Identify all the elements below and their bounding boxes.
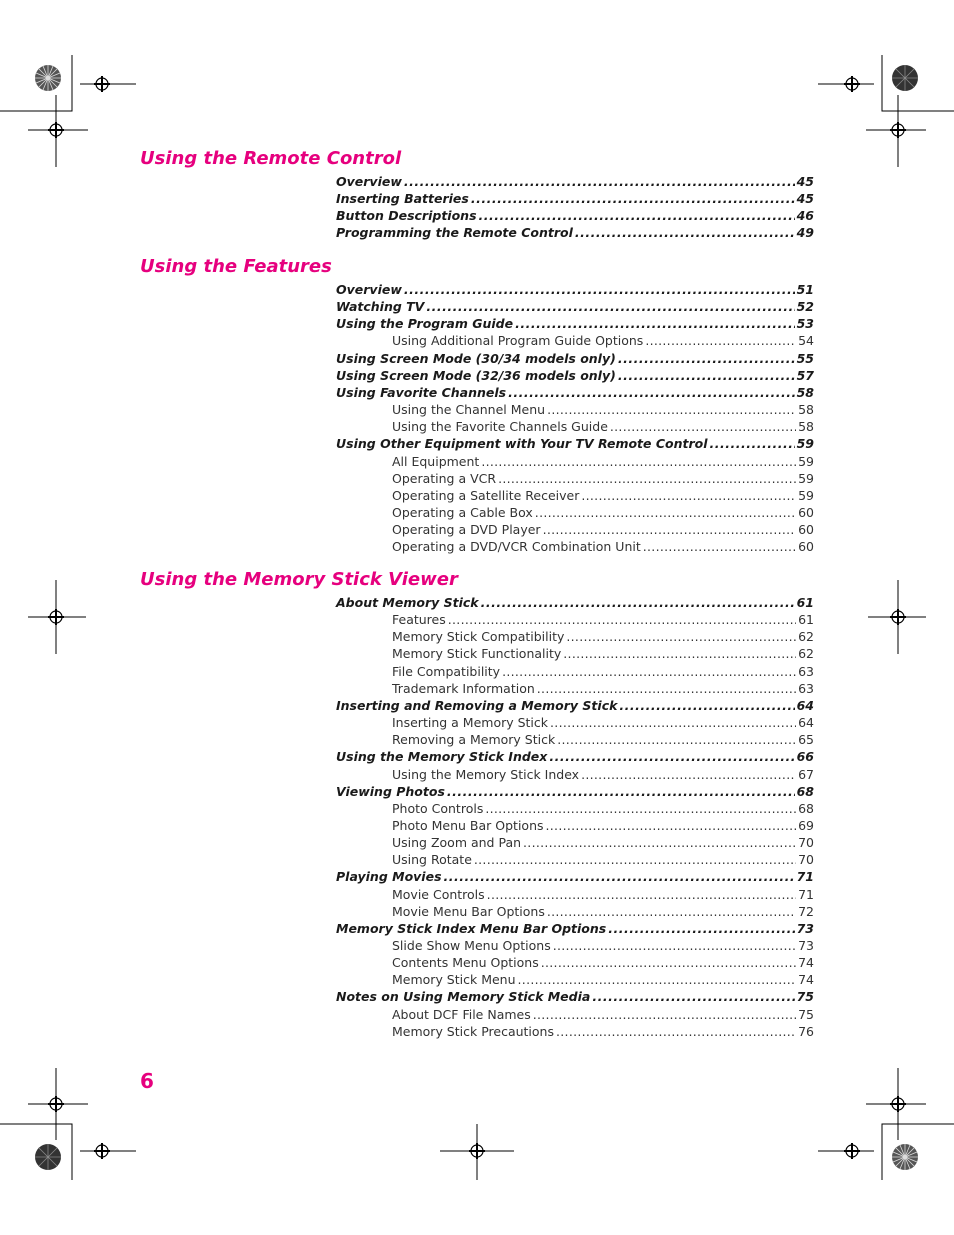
toc-entry-title: Using the Program Guide bbox=[336, 316, 514, 332]
dot-leader bbox=[581, 488, 796, 503]
toc-entry-title: Playing Movies bbox=[336, 869, 442, 885]
toc-entry-title: Movie Controls bbox=[392, 886, 485, 902]
toc-entry-page: 46 bbox=[796, 208, 814, 224]
toc-entry-page: 45 bbox=[796, 174, 814, 189]
toc-entry-title: Operating a DVD/VCR Combination Unit bbox=[392, 539, 641, 555]
toc-subentry bbox=[392, 936, 814, 953]
toc-entry-title: About DCF File Names bbox=[392, 1006, 531, 1022]
toc-entry-title: Memory Stick Compatibility bbox=[392, 629, 565, 645]
toc-subentry bbox=[392, 452, 814, 469]
toc-entry-title: Using Zoom and Pan bbox=[392, 835, 522, 851]
toc-entry bbox=[336, 782, 814, 799]
toc-entry-page: 45 bbox=[796, 191, 814, 207]
dot-leader bbox=[541, 955, 796, 970]
dot-leader bbox=[535, 505, 796, 520]
toc-entry-page: 71 bbox=[796, 869, 814, 885]
toc-entry-title: Using the Memory Stick Index bbox=[336, 749, 548, 765]
dot-leader bbox=[566, 629, 796, 644]
toc-entry-title: Removing a Memory Stick bbox=[392, 732, 556, 748]
toc-entry-page: 57 bbox=[796, 367, 814, 383]
toc-entry-title: Using Screen Mode (30/34 models only) bbox=[336, 350, 616, 366]
toc-entry-title: Memory Stick Menu bbox=[392, 972, 516, 988]
toc-subentry bbox=[392, 765, 814, 782]
toc-entry-page: 73 bbox=[798, 938, 814, 953]
toc-subentry bbox=[392, 816, 814, 833]
toc-subentry bbox=[392, 902, 814, 919]
toc-entry-title: Memory Stick Index Menu Bar Options bbox=[336, 920, 607, 936]
toc-entry bbox=[336, 314, 814, 331]
toc-entry-title: Using Additional Program Guide Options bbox=[392, 333, 644, 349]
toc-subentry bbox=[392, 1005, 814, 1022]
toc-entry-page: 70 bbox=[798, 835, 814, 851]
dot-leader bbox=[610, 419, 796, 434]
toc-entry-page: 59 bbox=[798, 453, 814, 469]
toc-entry bbox=[336, 696, 814, 713]
dot-leader bbox=[645, 333, 796, 348]
dot-leader bbox=[502, 664, 796, 679]
toc-entry-title: Button Descriptions bbox=[336, 208, 477, 224]
toc-entry-page: 75 bbox=[798, 1006, 814, 1022]
toc-entry-page: 53 bbox=[796, 316, 814, 332]
toc-entry-page: 68 bbox=[798, 800, 814, 816]
toc-subentry bbox=[392, 400, 814, 417]
dot-leader bbox=[618, 351, 795, 366]
toc-entry-page: 74 bbox=[798, 955, 814, 971]
toc-entry-page: 59 bbox=[798, 470, 814, 486]
section-heading-memory-stick-viewer: Using the Memory Stick Viewer bbox=[140, 569, 458, 590]
dot-leader bbox=[710, 436, 795, 451]
toc-entry-page: 64 bbox=[796, 697, 814, 713]
toc-entry-title: Inserting Batteries bbox=[336, 191, 469, 207]
dot-leader bbox=[487, 887, 796, 902]
dot-leader bbox=[448, 612, 796, 627]
toc-entry-title: Photo Controls bbox=[392, 800, 484, 816]
toc-entry-title: Contents Menu Options bbox=[392, 955, 539, 971]
toc-entry-page: 60 bbox=[798, 539, 814, 555]
toc-entry-page: 73 bbox=[796, 920, 814, 936]
toc-entry-page: 66 bbox=[796, 749, 814, 765]
toc-entry-page: 64 bbox=[798, 715, 814, 731]
toc-subentry bbox=[392, 520, 814, 537]
toc-entry-title: Using Other Equipment with Your TV Remote Control bbox=[336, 436, 708, 452]
toc-entry-title: Using the Channel Menu bbox=[392, 402, 546, 418]
toc-entry-title: Memory Stick Functionality bbox=[392, 646, 562, 662]
page-number: 6 bbox=[140, 1069, 154, 1093]
dot-leader bbox=[404, 174, 795, 189]
dot-leader bbox=[543, 522, 797, 537]
toc-subentry bbox=[392, 469, 814, 486]
dot-leader bbox=[481, 595, 795, 610]
dot-leader bbox=[556, 1024, 796, 1039]
toc-subentry bbox=[392, 537, 814, 554]
toc-entry-title: Using the Favorite Channels Guide bbox=[392, 419, 608, 435]
dot-leader bbox=[444, 869, 795, 884]
toc-entry-page: 68 bbox=[796, 783, 814, 799]
toc-entry-title: Features bbox=[392, 612, 446, 628]
dot-leader bbox=[485, 801, 796, 816]
toc-entry-title: Inserting a Memory Stick bbox=[392, 715, 549, 731]
dot-leader bbox=[515, 316, 794, 331]
toc-entry bbox=[336, 919, 814, 936]
toc-entry-page: 58 bbox=[796, 384, 814, 400]
toc-entry-title: About Memory Stick bbox=[336, 595, 479, 610]
toc-entry bbox=[336, 434, 814, 451]
dot-leader bbox=[481, 454, 796, 469]
toc-entry bbox=[336, 280, 814, 297]
toc-entry-title: Operating a Cable Box bbox=[392, 504, 533, 520]
toc-entry-title: Using Rotate bbox=[392, 852, 472, 868]
toc-entry bbox=[336, 223, 814, 240]
toc-subentry bbox=[392, 799, 814, 816]
dot-leader bbox=[581, 767, 796, 782]
toc-entry-page: 51 bbox=[796, 282, 814, 297]
toc-entry-title: All Equipment bbox=[392, 453, 480, 469]
toc-subentry bbox=[392, 730, 814, 747]
toc-entry-page: 65 bbox=[798, 732, 814, 748]
toc-entry-page: 62 bbox=[798, 629, 814, 645]
toc-subentry bbox=[392, 1022, 814, 1039]
toc-entry-title: Slide Show Menu Options bbox=[392, 938, 551, 953]
dot-leader bbox=[523, 835, 796, 850]
toc-entry-page: 54 bbox=[798, 333, 814, 349]
toc-subentry bbox=[392, 486, 814, 503]
dot-leader bbox=[619, 698, 794, 713]
dot-leader bbox=[549, 749, 794, 764]
toc-entry bbox=[336, 747, 814, 764]
toc-entry bbox=[336, 206, 814, 223]
dot-leader bbox=[592, 989, 794, 1004]
toc-entry-title: Watching TV bbox=[336, 299, 425, 315]
toc-subentry bbox=[392, 850, 814, 867]
crop-mark-bottom-left bbox=[0, 1124, 72, 1180]
toc-subentry bbox=[392, 417, 814, 434]
toc-entry-page: 58 bbox=[798, 419, 814, 435]
toc-entry bbox=[336, 172, 814, 189]
toc-entry-page: 74 bbox=[798, 972, 814, 988]
toc-entry-page: 70 bbox=[798, 852, 814, 868]
toc-subentry bbox=[392, 885, 814, 902]
toc-subentry bbox=[392, 662, 814, 679]
toc-entry bbox=[336, 867, 814, 884]
dot-leader bbox=[557, 732, 796, 747]
dot-leader bbox=[426, 299, 794, 314]
dot-leader bbox=[547, 402, 796, 417]
toc-entry-page: 55 bbox=[796, 350, 814, 366]
dot-leader bbox=[550, 715, 796, 730]
dot-leader bbox=[547, 904, 796, 919]
toc-subentry bbox=[392, 953, 814, 970]
toc-subentry bbox=[392, 833, 814, 850]
dot-leader bbox=[404, 282, 795, 297]
toc-entry-title: Programming the Remote Control bbox=[336, 225, 573, 241]
toc-entry-title: Operating a Satellite Receiver bbox=[392, 487, 580, 503]
toc-subentry bbox=[392, 970, 814, 987]
dot-leader bbox=[537, 681, 796, 696]
dot-leader bbox=[563, 646, 796, 661]
toc-entry bbox=[336, 366, 814, 383]
toc-entry-page: 62 bbox=[798, 646, 814, 662]
dot-leader bbox=[498, 471, 796, 486]
toc-entry-title: Overview bbox=[336, 282, 402, 297]
toc-entry-page: 52 bbox=[796, 299, 814, 315]
toc-entry-title: Trademark Information bbox=[392, 680, 535, 696]
toc-entry bbox=[336, 593, 814, 610]
dot-leader bbox=[553, 938, 796, 953]
toc-entry-page: 59 bbox=[798, 487, 814, 503]
toc-entry-page: 63 bbox=[798, 663, 814, 679]
dot-leader bbox=[608, 921, 794, 936]
dot-leader bbox=[508, 385, 794, 400]
toc-entry-page: 59 bbox=[796, 436, 814, 452]
dot-leader bbox=[474, 852, 796, 867]
dot-leader bbox=[518, 972, 797, 987]
toc-entry-title: Memory Stick Precautions bbox=[392, 1023, 554, 1039]
toc-entry-title: Overview bbox=[336, 174, 402, 189]
toc-entry bbox=[336, 297, 814, 314]
dot-leader bbox=[618, 368, 795, 383]
toc-entry-title: Operating a DVD Player bbox=[392, 522, 541, 538]
toc-subentry bbox=[392, 679, 814, 696]
toc-entry-title: Using Favorite Channels bbox=[336, 384, 507, 400]
toc-subentry bbox=[392, 331, 814, 348]
crop-mark-top-right bbox=[882, 55, 954, 111]
section-heading-features: Using the Features bbox=[140, 256, 332, 277]
toc-entry-page: 76 bbox=[798, 1023, 814, 1039]
toc-subentry bbox=[392, 713, 814, 730]
toc-entry-title: File Compatibility bbox=[392, 663, 501, 679]
section-heading-remote-control: Using the Remote Control bbox=[140, 148, 402, 169]
toc-entry-title: Viewing Photos bbox=[336, 783, 445, 799]
toc-entry-page: 49 bbox=[796, 225, 814, 241]
toc-entry-title: Photo Menu Bar Options bbox=[392, 817, 544, 833]
dot-leader bbox=[643, 539, 796, 554]
toc-entry-page: 58 bbox=[798, 402, 814, 418]
toc-entry-title: Inserting and Removing a Memory Stick bbox=[336, 697, 618, 713]
toc-entry-page: 61 bbox=[798, 612, 814, 628]
crop-mark-top-left bbox=[0, 55, 72, 111]
toc-entry-page: 69 bbox=[798, 817, 814, 833]
toc-entry-page: 63 bbox=[798, 680, 814, 696]
toc-subentry bbox=[392, 627, 814, 644]
toc-subentry bbox=[392, 610, 814, 627]
toc-entry bbox=[336, 349, 814, 366]
toc-entry-page: 71 bbox=[798, 886, 814, 902]
toc-entry-page: 60 bbox=[798, 504, 814, 520]
toc-entry-page: 72 bbox=[798, 903, 814, 919]
dot-leader bbox=[471, 191, 795, 206]
dot-leader bbox=[447, 784, 795, 799]
toc-entry-title: Movie Menu Bar Options bbox=[392, 903, 545, 919]
crop-mark-bottom-right bbox=[882, 1124, 954, 1180]
toc-subentry bbox=[392, 644, 814, 661]
dot-leader bbox=[479, 208, 795, 223]
toc-subentry bbox=[392, 503, 814, 520]
toc-entry-title: Operating a VCR bbox=[392, 470, 497, 486]
toc-entry-page: 60 bbox=[798, 522, 814, 538]
toc-entry-title: Using Screen Mode (32/36 models only) bbox=[336, 367, 616, 383]
dot-leader bbox=[533, 1007, 796, 1022]
toc-entry-title: Using the Memory Stick Index bbox=[392, 766, 580, 782]
dot-leader bbox=[575, 225, 795, 240]
toc-entry bbox=[336, 189, 814, 206]
toc-entry bbox=[336, 383, 814, 400]
toc-entry-title: Notes on Using Memory Stick Media bbox=[336, 989, 591, 1005]
toc-entry-page: 61 bbox=[796, 595, 814, 610]
toc-entry bbox=[336, 987, 814, 1004]
dot-leader bbox=[546, 818, 797, 833]
toc-entry-page: 75 bbox=[796, 989, 814, 1005]
toc-entry-page: 67 bbox=[798, 766, 814, 782]
